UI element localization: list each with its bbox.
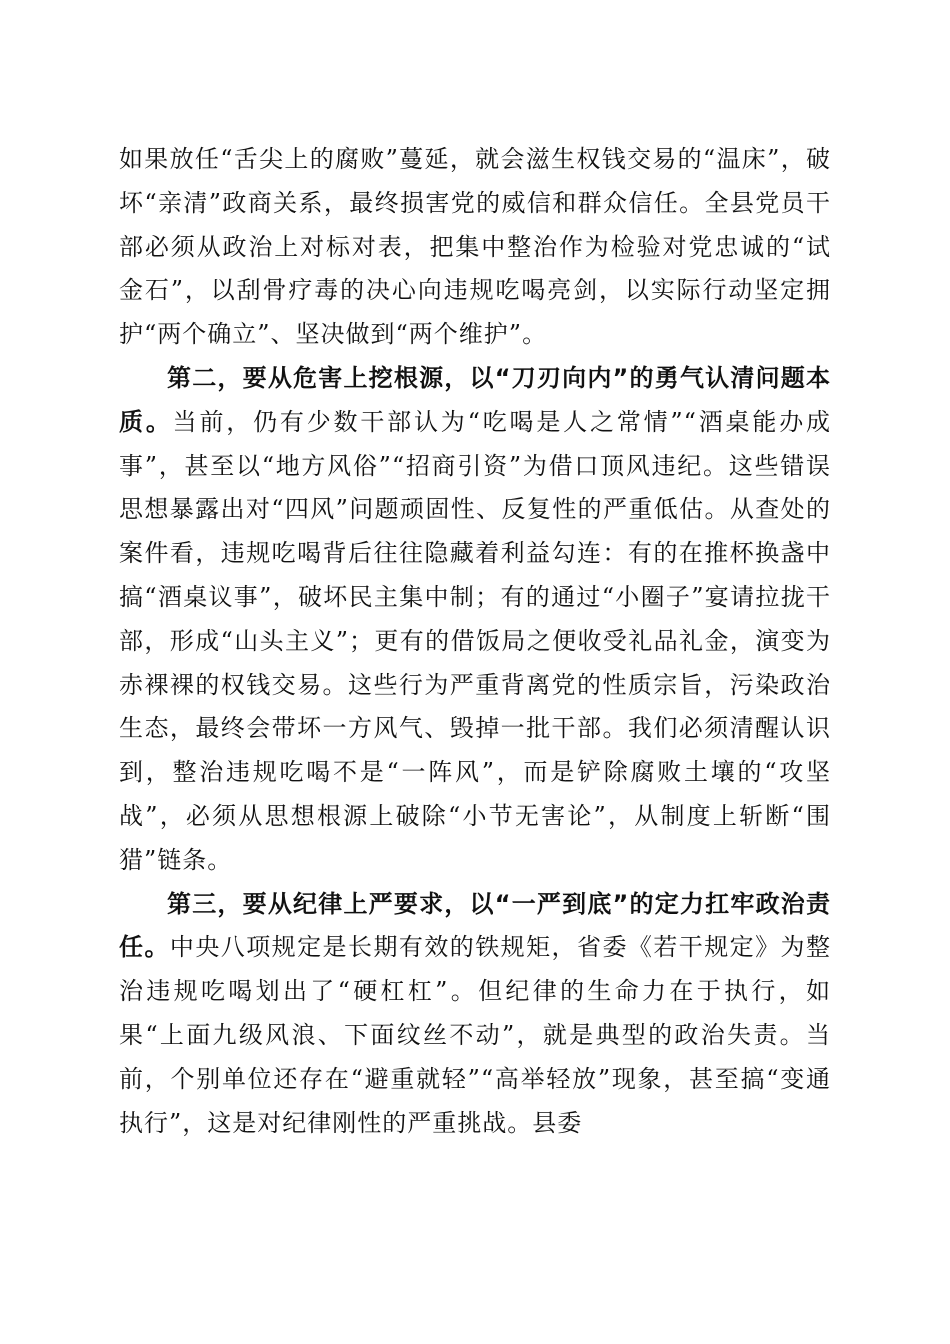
paragraph-3 <box>119 883 831 1146</box>
paragraph-3-body: 中央八项规定是长期有效的铁规矩，省委《若干规定》为整治违规吃喝划出了“硬杠杠”。但纪律的生命力在于执行，如果“上面九级风浪、下面纹丝不动”，就是典型的政治失责。当前，个别单位还存在“避重就轻”“高举轻放”现象，甚至搞“变通执行”，这是对纪律刚性的严重挑战。县委 <box>119 933 831 1137</box>
paragraph-2-body: 当前，仍有少数干部认为“吃喝是人之常情”“酒桌能办成事”，甚至以“地方风俗”“招商引资”为借口顶风违纪。这些错误思想暴露出对“四风”问题顽固性、反复性的严重低估。从查处的案件看，违规吃喝背后往往隐藏着利益勾连：有的在推杯换盏中搞“酒桌议事”，破坏民主集中制；有的通过“小圈子”宴请拉拢干部，形成“山头主义”；更有的借饭局之便收受礼品礼金，演变为赤裸裸的权钱交易。这些行为严重背离党的性质宗旨，污染政治生态，最终会带坏一方风气、毁掉一批干部。我们必须清醒认识到，整治违规吃喝不是“一阵风”，而是铲除腐败土壤的“攻坚战”，必须从思想根源上破除“小节无害论”，从制度上斩断“围猎”链条。 <box>119 407 832 874</box>
paragraph-1 <box>119 138 831 357</box>
paragraph-3-lead: 第三，要从纪律上严要求，以“一严到底”的定力扛牢政治责任。 <box>119 889 831 962</box>
paragraph-2-lead: 第二，要从危害上挖根源，以“刀刃向内”的勇气认清问题本质。 <box>119 363 831 436</box>
paragraph-1-text: 如果放任“舌尖上的腐败”蔓延，就会滋生权钱交易的“温床”，破坏“亲清”政商关系，最终损害党的威信和群众信任。全县党员干部必须从政治上对标对表，把集中整治作为检验对党忠诚的“试金石”，以刮骨疗毒的决心向违规吃喝亮剑，以实际行动坚定拥护“两个确立”、坚决做到“两个维护”。 <box>119 145 831 349</box>
document-body <box>119 138 831 1145</box>
paragraph-2 <box>119 357 831 883</box>
